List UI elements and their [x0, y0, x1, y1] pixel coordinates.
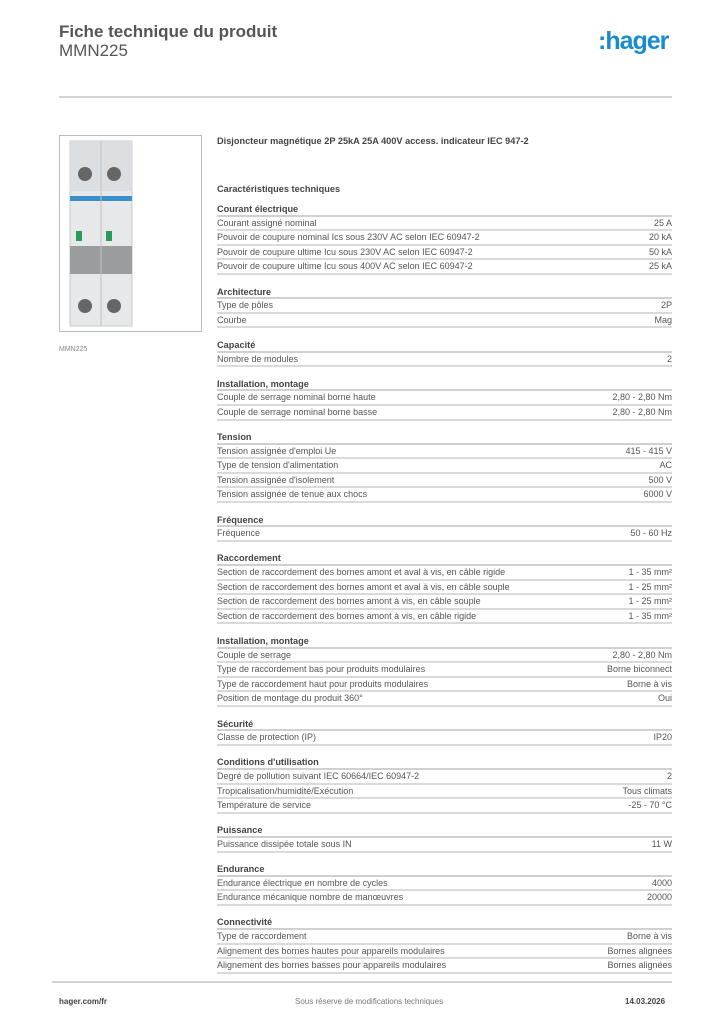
- spec-label: Couple de serrage nominal borne basse: [217, 406, 378, 417]
- spec-label: Nombre de modules: [217, 353, 299, 364]
- spec-value: 1 - 35 mm²: [628, 567, 672, 578]
- spec-section: [217, 377, 672, 421]
- section-title: Tension: [217, 430, 672, 445]
- spec-value: IP20: [653, 732, 672, 743]
- spec-row: [217, 391, 672, 406]
- spec-label: Position de montage du produit 360°: [217, 693, 363, 704]
- spec-value: 2,80 - 2,80 Nm: [612, 649, 672, 660]
- spec-row: [217, 299, 672, 314]
- section-title: Puissance: [217, 823, 672, 838]
- spec-label: Couple de serrage: [217, 649, 292, 660]
- section-title: Architecture: [217, 285, 672, 300]
- spec-value: 11 W: [651, 838, 672, 849]
- spec-label: Température de service: [217, 800, 312, 811]
- spec-row: [217, 945, 672, 960]
- spec-row: [217, 891, 672, 906]
- section-title: Connectivité: [217, 915, 672, 930]
- spec-value: Oui: [657, 693, 672, 704]
- spec-label: Alignement des bornes hautes pour appareils modulaires: [217, 945, 445, 956]
- spec-value: AC: [659, 460, 672, 471]
- spec-value: Borne à vis: [626, 931, 672, 942]
- spec-label: Tension assignée de tenue aux chocs: [217, 489, 368, 500]
- spec-label: Tension assignée d'emploi Ue: [217, 445, 337, 456]
- footer-notice: Sous réserve de modifications techniques: [295, 997, 444, 1006]
- section-title: Installation, montage: [217, 377, 672, 392]
- page-title: Fiche technique du produit: [59, 22, 278, 41]
- spec-value: 6000 V: [643, 489, 672, 500]
- spec-value: 50 kA: [648, 246, 672, 257]
- spec-section: [217, 755, 672, 813]
- spec-row: [217, 649, 672, 664]
- spec-label: Classe de protection (IP): [217, 732, 317, 743]
- section-title: Conditions d'utilisation: [217, 755, 672, 770]
- spec-label: Endurance électrique en nombre de cycles: [217, 877, 388, 888]
- section-title: Fréquence: [217, 513, 672, 528]
- spec-value: 2,80 - 2,80 Nm: [612, 406, 672, 417]
- spec-row: [217, 877, 672, 892]
- section-title: Sécurité: [217, 717, 672, 732]
- product-description: Disjoncteur magnétique 2P 25kA 25A 400V access. indicateur IEC 947-2: [217, 136, 529, 146]
- spec-section: [217, 202, 672, 275]
- spec-label: Tension assignée d'isolement: [217, 474, 335, 485]
- spec-value: 20000: [646, 892, 672, 903]
- spec-section: [217, 551, 672, 624]
- spec-label: Courbe: [217, 314, 247, 325]
- spec-value: Mag: [654, 314, 672, 325]
- spec-value: 1 - 35 mm²: [628, 610, 672, 621]
- section-title: Installation, montage: [217, 634, 672, 649]
- spec-row: [217, 610, 672, 625]
- header-divider: [59, 96, 672, 98]
- spec-label: Couple de serrage nominal borne haute: [217, 392, 376, 403]
- spec-label: Tropicalisation/humidité/Exécution: [217, 785, 354, 796]
- spec-value: 415 - 415 V: [625, 445, 672, 456]
- spec-label: Puissance dissipée totale sous IN: [217, 838, 352, 849]
- spec-value: 1 - 25 mm²: [628, 596, 672, 607]
- spec-row: [217, 581, 672, 596]
- spec-label: Section de raccordement des bornes amont à vis, en câble rigide: [217, 610, 477, 621]
- spec-row: [217, 217, 672, 232]
- spec-row: [217, 731, 672, 746]
- spec-row: [217, 663, 672, 678]
- spec-value: 2P: [660, 300, 672, 311]
- spec-value: Borne biconnect: [606, 664, 672, 675]
- spec-value: 25 A: [653, 217, 672, 228]
- footer-date: 14.03.2026: [625, 997, 666, 1006]
- spec-label: Type de raccordement haut pour produits modulaires: [217, 678, 429, 689]
- spec-section: [217, 862, 672, 906]
- spec-row: [217, 445, 672, 460]
- spec-label: Alignement des bornes basses pour appareils modulaires: [217, 960, 447, 971]
- spec-label: Endurance mécanique nombre de manœuvres: [217, 892, 404, 903]
- footer-website[interactable]: hager.com/fr: [59, 997, 108, 1006]
- section-title: Raccordement: [217, 551, 672, 566]
- spec-value: 2: [666, 770, 672, 781]
- spec-row: [217, 692, 672, 707]
- spec-section: [217, 338, 672, 367]
- spec-section: [217, 717, 672, 746]
- spec-row: [217, 838, 672, 853]
- footer-divider: [52, 981, 672, 983]
- spec-row: [217, 678, 672, 693]
- spec-section: [217, 915, 672, 973]
- spec-row: [217, 459, 672, 474]
- spec-content: [217, 136, 672, 974]
- spec-label: Type de pôles: [217, 300, 274, 311]
- spec-row: [217, 959, 672, 974]
- spec-label: Type de raccordement: [217, 931, 307, 942]
- spec-row: [217, 314, 672, 329]
- spec-row: [217, 770, 672, 785]
- spec-section: [217, 513, 672, 542]
- spec-row: [217, 527, 672, 542]
- spec-label: Section de raccordement des bornes amont et aval à vis, en câble souple: [217, 581, 510, 592]
- spec-row: [217, 231, 672, 246]
- spec-section: [217, 285, 672, 329]
- spec-value: 2: [666, 353, 672, 364]
- spec-section: [217, 430, 672, 503]
- hager-logo: :hager: [598, 27, 669, 55]
- spec-label: Section de raccordement des bornes amont et aval à vis, en câble rigide: [217, 567, 506, 578]
- spec-value: 1 - 25 mm²: [628, 581, 672, 592]
- spec-label: Pouvoir de coupure ultime Icu sous 400V AC selon IEC 60947-2: [217, 261, 473, 272]
- spec-label: Courant assigné nominal: [217, 217, 317, 228]
- section-title: Endurance: [217, 862, 672, 877]
- spec-label: Fréquence: [217, 528, 261, 539]
- spec-label: Pouvoir de coupure nominal Ics sous 230V AC selon IEC 60947-2: [217, 232, 480, 243]
- spec-value: Bornes alignées: [607, 945, 672, 956]
- spec-row: [217, 595, 672, 610]
- spec-value: Tous climats: [622, 785, 672, 796]
- spec-value: Borne à vis: [626, 678, 672, 689]
- characteristics-title: Caractéristiques techniques: [217, 184, 341, 194]
- spec-row: [217, 488, 672, 503]
- spec-label: Degré de pollution suivant IEC 60664/IEC 60947-2: [217, 770, 420, 781]
- spec-label: Pouvoir de coupure ultime Icu sous 230V AC selon IEC 60947-2: [217, 246, 473, 257]
- spec-row: [217, 566, 672, 581]
- product-image: [59, 135, 202, 332]
- spec-row: [217, 246, 672, 261]
- spec-value: 25 kA: [648, 261, 672, 272]
- spec-section: [217, 823, 672, 852]
- spec-row: [217, 930, 672, 945]
- spec-label: Section de raccordement des bornes amont à vis, en câble souple: [217, 596, 481, 607]
- spec-label: Type de raccordement bas pour produits modulaires: [217, 664, 426, 675]
- spec-section: [217, 634, 672, 707]
- spec-row: [217, 260, 672, 275]
- spec-row: [217, 799, 672, 814]
- spec-value: 20 kA: [648, 232, 672, 243]
- spec-row: [217, 406, 672, 421]
- spec-row: [217, 785, 672, 800]
- spec-value: 500 V: [648, 474, 672, 485]
- spec-row: [217, 474, 672, 489]
- spec-value: 50 - 60 Hz: [630, 528, 672, 539]
- section-title: Courant électrique: [217, 202, 672, 217]
- spec-value: 2,80 - 2,80 Nm: [612, 392, 672, 403]
- spec-value: 4000: [651, 877, 672, 888]
- image-caption: MMN225: [59, 346, 88, 353]
- product-reference: MMN225: [59, 41, 128, 60]
- spec-label: Type de tension d'alimentation: [217, 460, 339, 471]
- spec-row: [217, 353, 672, 368]
- spec-value: -25 - 70 °C: [628, 800, 672, 811]
- section-title: Capacité: [217, 338, 672, 353]
- spec-value: Bornes alignées: [607, 960, 672, 971]
